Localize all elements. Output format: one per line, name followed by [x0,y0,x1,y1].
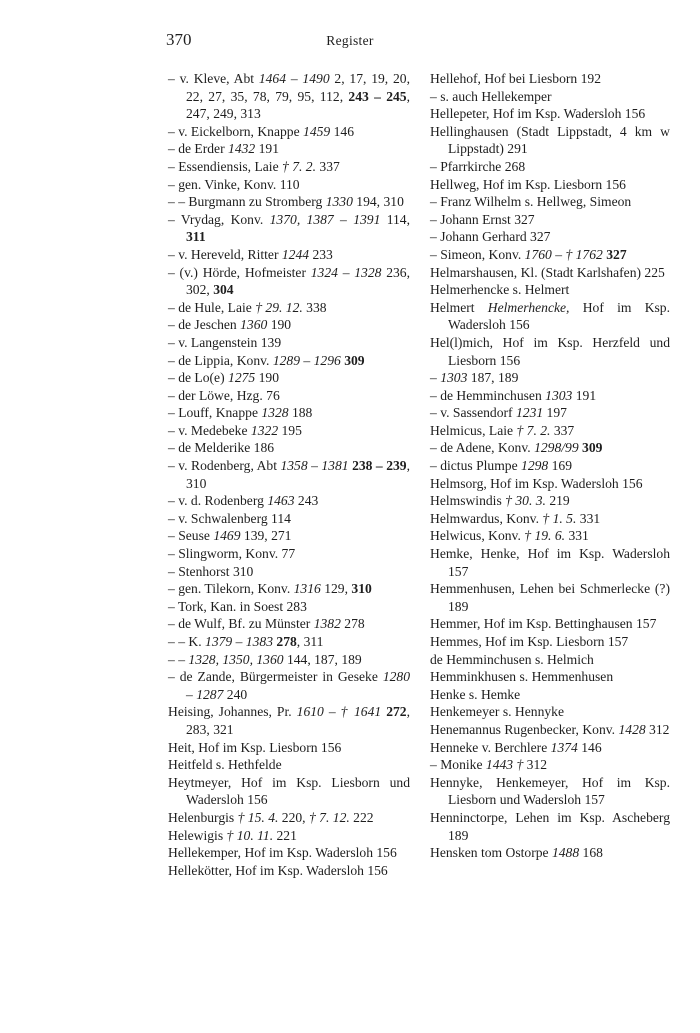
entry-segment: , 310 [186,458,410,491]
entry-segment: Helmwardus, Konv. [430,510,543,526]
entry-segment: Hellekemper, Hof im Ksp. Wadersloh 156 [168,845,397,861]
entry-segment: – v. d. Rodenberg [168,493,268,509]
index-entry [168,668,410,703]
index-entry [168,844,410,862]
entry-segment: 169 [548,458,572,474]
entry-segment: Heising, Johannes, Pr. [168,704,297,720]
entry-segment: Hemke, Henke, Hof im Ksp. Wadersloh 157 [430,546,670,579]
index-entry [168,140,410,158]
entry-segment: † 19. 6. [524,528,566,544]
entry-segment: 190 [255,370,279,386]
index-entry [430,70,670,88]
index-entry [430,668,670,686]
entry-segment: 191 [255,141,279,157]
entry-segment: 1488 [551,845,580,861]
entry-segment: 2, 17, 19, 20, 22, 27, 35, 78, 79, 95, 112, [186,71,410,104]
entry-segment: Heitfeld s. Hethfelde [168,757,282,773]
entry-segment: 1358 – 1381 [280,458,349,474]
entry-segment: † 15. 4. [237,809,279,825]
entry-segment: 309 [344,352,365,368]
entry-segment: 236, 302, [186,264,411,298]
index-entry [430,369,670,387]
index-entry [168,123,410,141]
entry-segment: Hemmer, Hof im Ksp. Bettinghausen 157 [430,616,657,632]
entry-segment: – de Lo(e) [168,370,229,386]
entry-segment: – v. Rodenberg, Abt [168,458,281,474]
entry-segment: Henemannus Rugenbecker, Konv. [430,721,619,737]
entry-segment: 240 [223,686,248,702]
entry-segment: 1328 [261,405,289,421]
index-entry [430,809,670,844]
entry-segment: 1443 † [485,757,524,773]
entry-segment: 233 [309,246,333,262]
index-entry [168,316,410,334]
entry-segment: Henkemeyer s. Hennyke [430,704,564,720]
entry-segment: Hellweg, Hof im Ksp. Liesborn 156 [430,176,626,192]
entry-segment: Hensken tom Ostorpe [430,845,552,861]
entry-segment: 1428 [618,721,646,737]
entry-segment: – v. Schwalenberg 114 [168,510,291,526]
index-entry [430,774,670,809]
entry-segment: – de Hemminchusen [430,387,546,403]
entry-segment: 1280 – 1287 [186,669,410,702]
entry-segment: Henninctorpe, Lehen im Ksp. Ascheberg 189 [430,809,670,843]
entry-segment: – Louff, Knappe [168,405,262,421]
index-entry [168,299,410,317]
entry-segment: – de Jeschen [168,317,241,333]
index-entry [168,633,410,651]
entry-segment: 331 [565,528,589,544]
entry-segment: 1275 [228,370,256,386]
index-entry [430,105,670,123]
index-entry [430,615,670,633]
entry-segment: , 283, 321 [186,704,410,737]
entry-segment: † 7. 12. [308,809,350,825]
index-entry [430,475,670,493]
index-entry [430,756,670,774]
index-entry [430,439,670,457]
entry-segment: – de Melderike 186 [168,440,275,456]
entry-segment: – – [168,651,189,667]
index-entry [168,158,410,176]
entry-segment: – Slingworm, Konv. 77 [168,546,296,562]
entry-segment: 1289 – 1296 [272,352,341,368]
entry-segment: Helmerhencke, [487,299,570,315]
entry-segment: 191 [572,387,597,403]
index-entry [430,404,670,422]
entry-segment: – – Burgmann zu Stromberg [168,194,326,210]
index-entry [168,70,410,123]
index-entry [430,264,670,282]
index-entry [168,598,410,616]
entry-segment: 1459 [303,123,331,139]
entry-segment: † 30. 3. [505,493,546,509]
index-entry [168,615,410,633]
entry-segment: – Vrydag, Konv. [168,211,270,227]
entry-segment: – Pfarrkirche 268 [430,158,526,174]
entry-segment: – Monike [430,757,486,773]
entry-segment: 1463 [267,493,295,509]
index-entry [168,809,410,827]
index-entry [168,211,410,246]
index-entry [430,176,670,194]
entry-segment: – Seuse [168,528,214,544]
entry-segment: Helewigis [168,827,227,843]
index-entry [168,774,410,809]
entry-segment: de Hemminchusen s. Helmich [430,651,594,667]
entry-segment: – v. Hereveld, Ritter [168,246,282,262]
entry-segment: † 7. 2. [282,158,316,174]
entry-segment: Hellehof, Hof bei Liesborn 192 [430,71,602,86]
entry-segment: Hemminkhusen s. Hemmenhusen [430,669,614,685]
index-entry [430,545,670,580]
entry-segment: Helmswindis [430,493,506,509]
entry-segment: Heit, Hof im Ksp. Liesborn 156 [168,739,342,755]
index-entry [430,422,670,440]
entry-segment: 1330 [325,194,353,210]
entry-segment: 1469 [213,528,241,544]
entry-segment: – de Lippia, Konv. [168,352,273,368]
entry-segment: 1370, 1387 – 1391 [269,211,381,227]
index-entry [168,369,410,387]
entry-segment: 337 [316,158,340,174]
entry-segment: Helmicus, Laie [430,422,517,438]
entry-segment: 1760 – † 1762 [524,246,603,262]
entry-segment: – de Hule, Laie [168,299,256,315]
index-entry [168,404,410,422]
entry-segment: 188 [288,405,313,421]
page-number: 370 [166,30,192,49]
entry-segment: – Tork, Kan. in Soest 283 [168,598,307,614]
left-column [168,70,410,879]
entry-segment: 1244 [281,246,310,262]
entry-segment: – [430,370,441,386]
entry-segment: – Stenhorst 310 [168,563,254,579]
index-entry [168,703,410,738]
index-entry [168,439,410,457]
entry-segment: 1231 [515,405,544,421]
index-entry [168,387,410,405]
index-entry [168,246,410,264]
index-entry [430,703,670,721]
entry-segment: Helmarshausen, Kl. (Stadt Karlshafen) 225 [430,264,665,280]
entry-segment: 311 [186,229,206,245]
entry-segment: 278 [276,634,297,649]
index-entry [430,686,670,704]
entry-segment: 337 [550,422,575,438]
entry-segment: 243 [294,493,319,509]
entry-segment: 1303 [440,370,468,386]
index-entry [168,457,410,492]
index-entry [430,457,670,475]
index-entry [430,721,670,739]
entry-segment: – Johann Ernst 327 [430,211,535,227]
index-entry [430,88,670,106]
index-entry [430,844,670,862]
entry-segment: Henneke v. Berchlere [430,739,551,755]
entry-segment: 304 [213,282,234,298]
index-entry [430,492,670,510]
index-entry [430,387,670,405]
entry-segment: Hellinghausen (Stadt Lippstadt, 4 km w Lippstadt) 291 [430,123,670,157]
entry-segment: 1298/99 [534,440,579,456]
index-entry [168,176,410,194]
index-entry [168,739,410,757]
entry-segment: – v. Langenstein 139 [168,334,282,350]
entry-segment: Heytmeyer, Hof im Ksp. Liesborn und Wadersloh 156 [168,774,410,808]
entry-segment: 168 [579,845,603,861]
entry-segment: 194, 310 [352,194,404,210]
entry-segment: 312 [523,757,548,773]
entry-segment: – de Erder [168,141,229,157]
index-entry [430,193,670,211]
entry-segment: – dictus Plumpe [430,458,522,474]
index-entry [168,510,410,528]
index-entry [168,422,410,440]
entry-segment: 1464 – 1490 [258,71,330,86]
entry-segment: 1432 [228,141,256,157]
entry-segment: 1374 [550,739,578,755]
entry-segment: Helmerhencke s. Helmert [430,282,570,298]
entry-segment: 243 – 245 [348,88,407,104]
entry-segment: – v. Eickelborn, Knappe [168,123,304,139]
running-head: Register [326,33,374,48]
index-entry [430,299,670,334]
entry-segment: 1379 – 1383 [205,634,273,649]
index-entry [168,527,410,545]
entry-segment: 1303 [545,387,573,403]
entry-segment: 312 [645,721,670,737]
index-entry [430,633,670,651]
entry-segment: 272 [386,704,407,720]
entry-segment: 114, [380,211,411,227]
index-entry [430,334,670,369]
index-entry [430,246,670,264]
entry-segment: – gen. Tilekorn, Konv. [168,581,294,597]
entry-segment: , 247, 249, 313 [186,88,411,122]
index-entry [168,651,410,669]
entry-segment: † 7. 2. [516,422,551,438]
index-entry [168,756,410,774]
entry-segment: – Simeon, Konv. [430,246,525,262]
entry-segment: 1324 – 1328 [310,264,382,280]
entry-segment: – s. auch Hellekemper [430,88,552,104]
entry-segment: Helmert [430,299,488,315]
index-entry [430,527,670,545]
entry-segment: 327 [606,246,627,262]
entry-segment: – v. Sassendorf [430,405,516,421]
index-entry [168,492,410,510]
index-entry [430,228,670,246]
entry-segment: – v. Kleve, Abt [168,71,259,86]
entry-segment: 278 [340,616,365,632]
index-entry [168,334,410,352]
index-entry [168,352,410,370]
entry-segment: 338 [302,299,327,315]
entry-segment: 195 [278,422,302,438]
entry-segment: 221 [273,827,297,843]
entry-segment: 1328, 1350, 1360 [188,651,284,667]
index-entry [168,545,410,563]
entry-segment: – de Zande, Bürgermeister in Geseke [168,669,383,685]
entry-segment: – de Adene, Konv. [430,440,535,456]
index-entry [430,123,670,158]
entry-segment: 1382 [313,616,341,632]
index-entry [168,862,410,880]
entry-segment: – Franz Wilhelm s. Hellweg, Simeon [430,194,632,210]
entry-segment: – Essendiensis, Laie [168,158,283,174]
index-entry [430,510,670,528]
entry-segment: † 1. 5. [542,510,577,526]
entry-segment: – (v.) Hörde, Hofmeister [168,264,311,280]
index-entry [430,158,670,176]
index-entry [430,281,670,299]
entry-segment: 139, 271 [240,528,292,544]
entry-segment: Helwicus, Konv. [430,528,525,544]
entry-segment: Hemmes, Hof im Ksp. Liesborn 157 [430,634,629,649]
entry-segment: 146 [330,123,354,139]
entry-segment: † 29. 12. [255,299,303,315]
entry-segment: 129, [320,581,352,597]
entry-segment: – – K. [168,634,206,649]
entry-segment: 220, [278,809,309,825]
index-entry [168,563,410,581]
entry-segment: 144, 187, 189 [283,651,362,667]
entry-segment: – der Löwe, Hzg. 76 [168,387,280,403]
entry-segment: Hel(l)mich, Hof im Ksp. Herzfeld und Liesborn 156 [430,334,670,368]
entry-segment: Helenburgis [168,809,238,825]
entry-segment: 1322 [250,422,279,438]
entry-segment: Hemmenhusen, Lehen bei Schmerlecke (?) 189 [430,581,670,614]
index-entry [168,827,410,845]
entry-segment: 197 [543,405,567,421]
index-entry [430,739,670,757]
entry-segment: † 10. 11. [226,827,274,843]
entry-segment: 1360 [240,317,268,333]
entry-segment: , 311 [296,634,324,649]
entry-segment: Henke s. Hemke [430,686,521,702]
entry-segment: 222 [349,809,374,825]
entry-segment: 1610 – † 1641 [296,704,382,720]
entry-segment: 187, 189 [467,370,519,386]
index-entry [168,580,410,598]
entry-segment: – gen. Vinke, Konv. 110 [168,176,300,192]
entry-segment: 1298 [521,458,549,474]
entry-segment: 1316 [293,581,321,597]
entry-segment: 190 [267,317,292,333]
entry-segment: 219 [545,493,570,509]
entry-segment: – Johann Gerhard 327 [430,229,551,245]
entry-segment: Hellepeter, Hof im Ksp. Wadersloh 156 [430,106,646,122]
index-entry [430,211,670,229]
right-column [430,70,670,862]
index-entry [168,264,410,299]
entry-segment: Helmsorg, Hof im Ksp. Wadersloh 156 [430,475,643,491]
entry-segment: 310 [351,581,372,597]
entry-segment: 309 [582,440,603,456]
entry-segment: – de Wulf, Bf. zu Münster [168,616,314,632]
entry-segment: 238 – 239 [352,458,407,474]
index-entry [430,651,670,669]
index-entry [168,193,410,211]
entry-segment: Hennyke, Henkemeyer, Hof im Ksp. Liesborn und Wadersloh 157 [430,774,670,808]
entry-segment: Hellekötter, Hof im Ksp. Wadersloh 156 [168,862,388,878]
entry-segment: – v. Medebeke [168,422,251,438]
entry-segment: Hof im Ksp. Wadersloh 156 [448,299,670,333]
entry-segment: 146 [577,739,602,755]
entry-segment: 331 [576,510,601,526]
index-entry [430,580,670,615]
